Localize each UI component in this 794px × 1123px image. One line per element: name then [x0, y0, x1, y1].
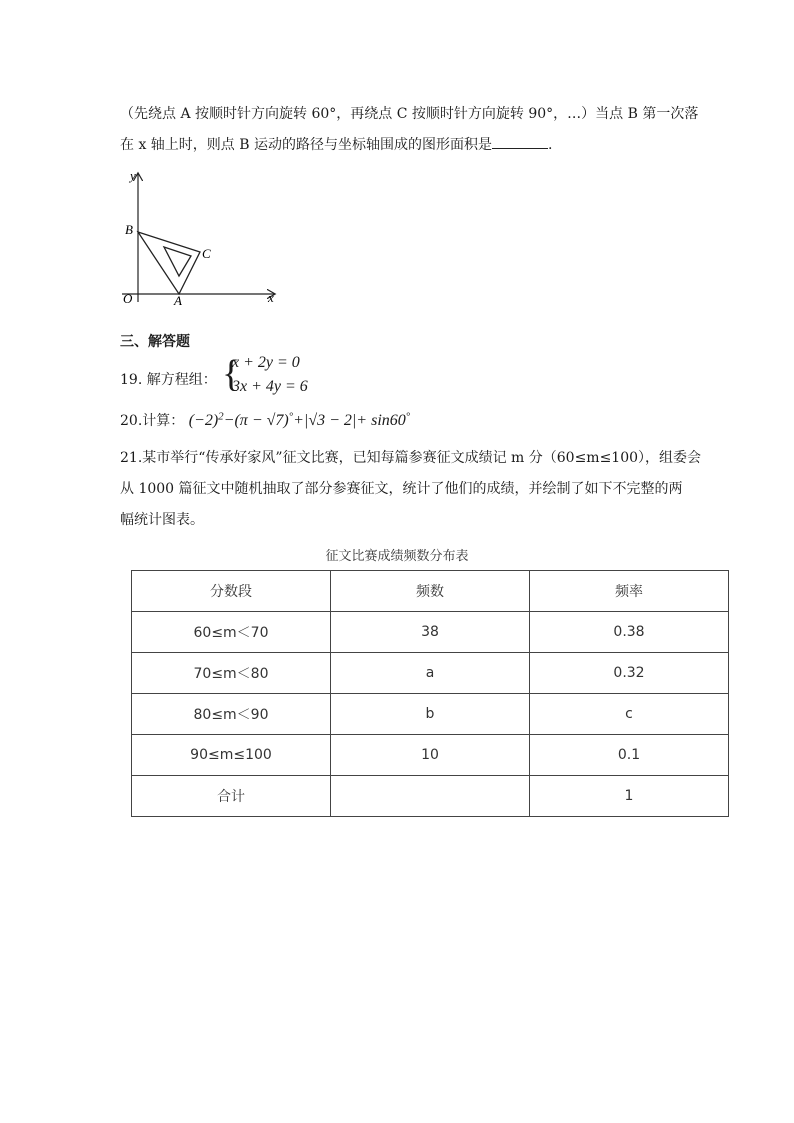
frequency-table: [131, 570, 729, 817]
cell-count: 10: [331, 735, 530, 776]
y-axis-label: y: [130, 168, 136, 183]
cell-rate: 0.1: [530, 735, 729, 776]
header-frequency-count: 频数: [331, 571, 530, 612]
table-row: [132, 612, 729, 653]
cell-total-rate: 1: [530, 776, 729, 817]
q20-label: 20.计算：: [120, 413, 185, 429]
q19-equation-1: x + 2y = 0: [232, 354, 300, 371]
q21-text-line-3: 幅统计图表。: [120, 512, 204, 528]
cell-total-count: [331, 776, 530, 817]
header-score-range: 分数段: [132, 571, 331, 612]
cell-rate: 0.32: [530, 653, 729, 694]
point-b-label: B: [125, 222, 133, 237]
triangle-abc: [138, 232, 200, 294]
cell-count: a: [331, 653, 530, 694]
problem-text-line-1: （先绕点 A 按顺时针方向旋转 60°，再绕点 C 按顺时针方向旋转 90°，…）当点 B 第一次落: [120, 106, 699, 122]
table-caption: 征文比赛成绩频数分布表: [325, 549, 469, 564]
cell-total-label: 合计: [132, 776, 331, 817]
table-row: [132, 653, 729, 694]
q20-line: [120, 410, 410, 430]
system-brace: {: [222, 353, 241, 395]
section-title: 三、解答题: [120, 334, 190, 350]
inner-triangle: [164, 247, 191, 276]
q20-term-1: (−2): [188, 412, 219, 429]
x-axis-label: x: [268, 290, 274, 305]
table-header-row: [132, 571, 729, 612]
q20-term-2-exponent: °: [288, 410, 294, 423]
cell-count: 38: [331, 612, 530, 653]
cell-score-range: 90≤m≤100: [132, 735, 331, 776]
q20-term-3: +|√3 − 2|+ sin60: [293, 412, 406, 429]
cell-rate: 0.38: [530, 612, 729, 653]
cell-score-range: 80≤m＜90: [132, 694, 331, 735]
problem-text-line-2-body: 在 x 轴上时，则点 B 运动的路径与坐标轴围成的图形面积是: [120, 137, 492, 153]
origin-label: O: [123, 291, 133, 306]
cell-score-range: 60≤m＜70: [132, 612, 331, 653]
table-row: [132, 694, 729, 735]
cell-count: b: [331, 694, 530, 735]
table-row: [132, 735, 729, 776]
problem-text-line-2: [120, 134, 552, 154]
q19-equation-2: 3x + 4y = 6: [232, 378, 308, 395]
cell-score-range: 70≤m＜80: [132, 653, 331, 694]
header-frequency-rate: 频率: [530, 571, 729, 612]
q21-text-line-2: 从 1000 篇征文中随机抽取了部分参赛征文，统计了他们的成绩，并绘制了如下不完整的两: [120, 481, 683, 497]
q20-term-2: −(π − √7): [223, 412, 289, 429]
point-c-label: C: [202, 246, 211, 261]
point-a-label: A: [174, 293, 182, 308]
table-total-row: [132, 776, 729, 817]
q21-text-line-1: 21.某市举行“传承好家风”征文比赛，已知每篇参赛征文成绩记 m 分（60≤m≤100），组委会: [120, 450, 702, 466]
rotation-figure: [118, 168, 288, 308]
problem-text-line-2-end: .: [547, 137, 553, 153]
q20-term-3-degree: °: [405, 410, 411, 423]
answer-blank: [492, 136, 548, 149]
q20-term-1-exponent: 2: [218, 410, 224, 423]
q19-label: 19. 解方程组：: [120, 372, 217, 388]
cell-rate: c: [530, 694, 729, 735]
